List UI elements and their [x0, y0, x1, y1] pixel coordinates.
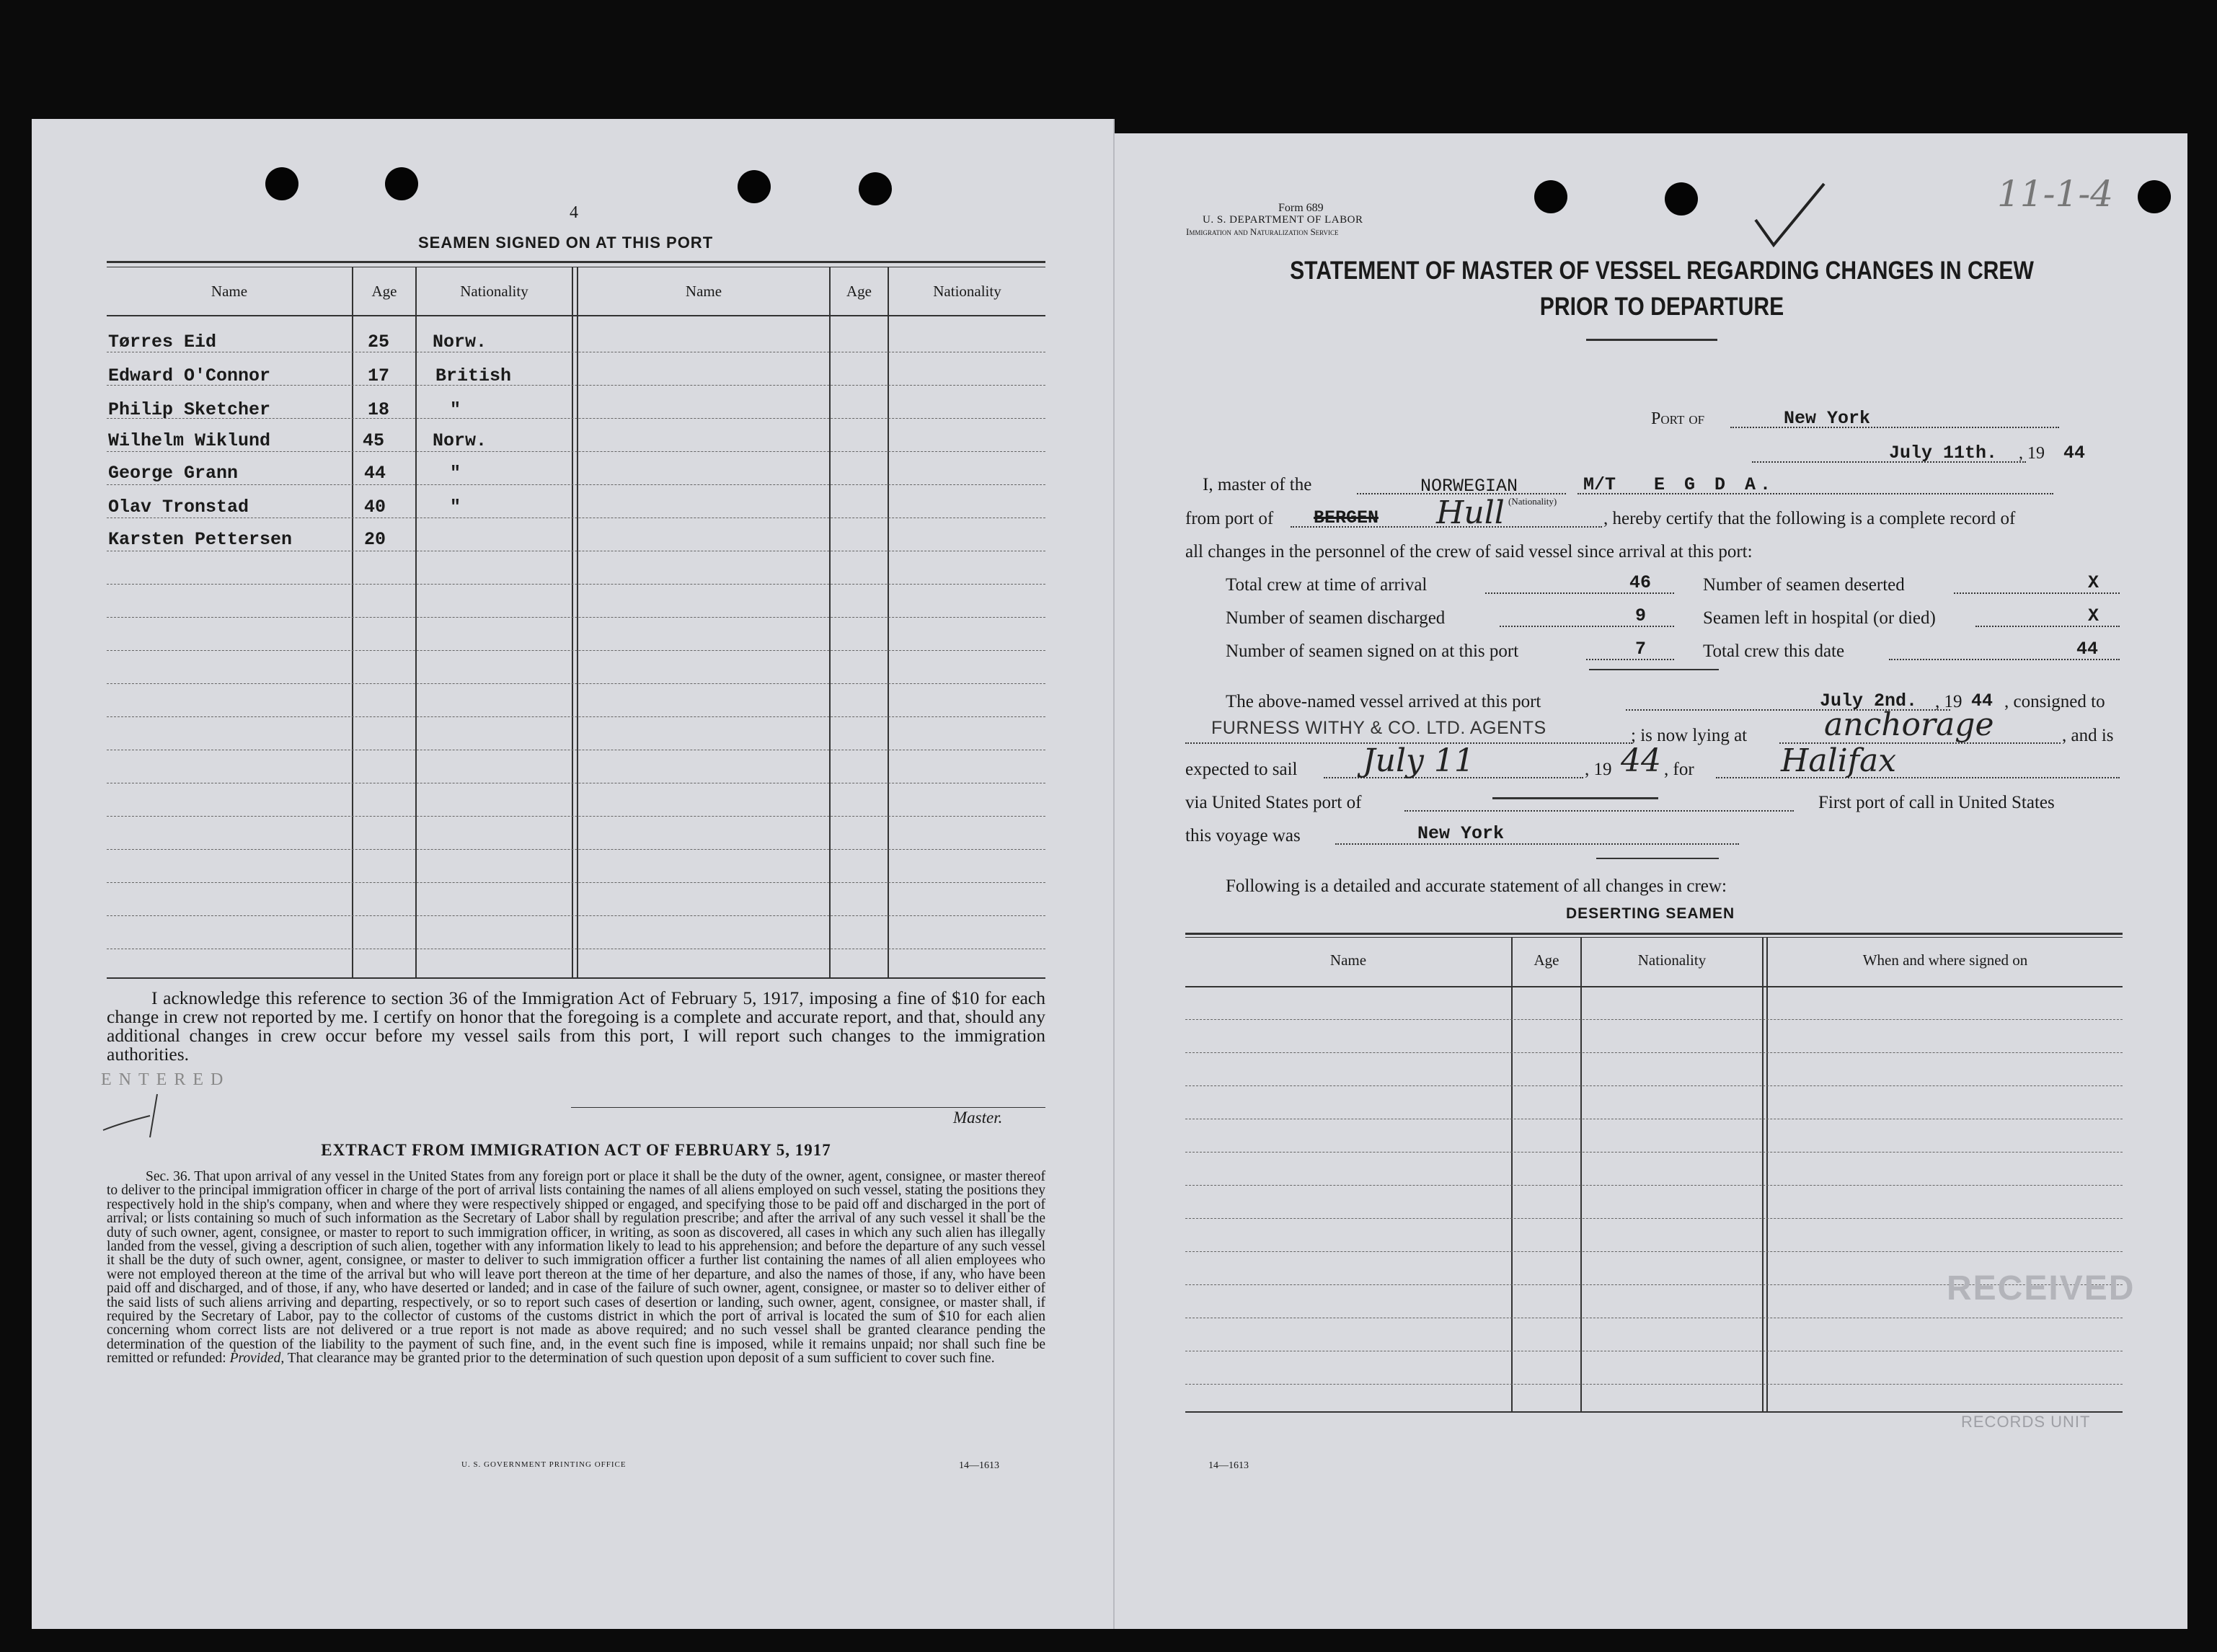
title-underline — [1586, 339, 1717, 341]
col-divider — [1511, 937, 1513, 1413]
sail-year: 44 — [1621, 742, 1661, 779]
seaman-age: 44 — [364, 463, 386, 484]
row-rule — [107, 484, 1045, 485]
row-rule — [107, 451, 1045, 452]
seaman-nationality: British — [435, 365, 512, 386]
row-rule — [1185, 1218, 2123, 1219]
col-divider — [1766, 937, 1768, 1413]
hospital-value: X — [2088, 605, 2099, 626]
col-divider — [888, 267, 889, 979]
seaman-age: 40 — [364, 497, 386, 518]
deserted-value: X — [2088, 572, 2099, 593]
sail-date-handwritten: July 11 — [1363, 742, 1474, 779]
col-header-nationality-2: Nationality — [933, 283, 1001, 300]
leader-dots — [1500, 626, 1674, 627]
destination-line — [1716, 777, 2120, 778]
row-rule — [107, 683, 1045, 684]
vessel-name: E G D A. — [1654, 474, 1776, 495]
col-header-name-2: Name — [685, 283, 722, 300]
date-year: 44 — [2063, 443, 2086, 463]
form-title-line2: PRIOR TO DEPARTURE — [1539, 293, 1784, 321]
expected-text: expected to sail — [1185, 760, 1298, 779]
voyage-text: this voyage was — [1185, 826, 1301, 845]
seaman-age: 25 — [368, 332, 390, 352]
certify-text: , hereby certify that the following is a complete record of — [1603, 509, 2016, 528]
nationality-caption: (Nationality) — [1508, 496, 1557, 507]
row-rule — [1185, 1052, 2123, 1053]
extract-body: Sec. 36. That upon arrival of any vessel in the United States from any foreign port or place it shall be the duty of the owner, agent, consignee, or master thereof to deliver to the principal immigration officer in charge of the port of arrival lists containing the names of all aliens employed on such vessel, stating the positions they respectively hold in the ship's company, when and where they were respectively shipped or engaged, and specifying those to be paid off and discharged in the port of arrival; or lists containing so much of such information as the Secretary of Labor shall by regulation prescribe; and after the arrival of any such vessel it shall be the duty of such owner, agent, consignee, or master to report to such immigration officer, in writing, as soon as discovered, all cases in which any such alien has illegally landed from the vessel, giving a description of such alien, together with any information likely to lead to his apprehension; and before the departure of any such vessel it shall be the duty of such owner, agent, consignee, or master to deliver to such immigration officer a further list containing the names of all alien employees who were not employed thereon at the time of the arrival but who will leave port thereon at the time of her departure, and also the names of those, if any, who have been paid off and discharged, and of those, if any, who have deserted or landed; and in case of the failure of such owner, agent, consignee, or master so to deliver either of the said lists of such aliens arriving and departing, respectively, or so to report such cases of desertion or landing, such owner, agent, consignee, or master shall, if required by the Secretary of Labor, pay to the collector of customs of the customs district in which the port of arrival is located the sum of $10 for each alien concerning whom correct lists are not delivered or a true report is not made as above required; and no such vessel shall be granted clearance pending the determination of the question of the liability to the payment of such fine, and, in the event such fine is imposed, while it remains unpaid; nor shall such fine be remitted or refunded: — [107, 1169, 1045, 1367]
signature-line — [571, 1107, 1045, 1108]
seaman-nationality: " — [450, 463, 461, 484]
seaman-nationality: Norw. — [433, 430, 487, 451]
discharged-value: 9 — [1635, 605, 1647, 626]
lying-text: ; is now lying at — [1631, 726, 1748, 745]
deserting-header-rule — [1185, 986, 2123, 987]
faint-stamp: ENTERED — [101, 1070, 231, 1089]
acknowledgement-text: I acknowledge this reference to section 36 of the Immigration Act of February 5, 1917, imposing a fine of $10 for each change in crew not reported by me. I certify on honor that the foregoing is a complete and accurate report, and that, should any additional changes in crew occur before my vessel sails from this port, I will report such changes to the immigration authorities. — [107, 987, 1045, 1065]
signed-on-label: Number of seamen signed on at this port — [1226, 641, 1519, 661]
col-divider — [415, 267, 417, 979]
col-header-age-2: Age — [846, 283, 872, 300]
seaman-name: George Grann — [108, 463, 239, 484]
master-of-label: I, master of the — [1203, 475, 1312, 494]
deserting-col-signed-on: When and where signed on — [1862, 951, 2028, 969]
seaman-name: Olav Tronstad — [108, 497, 249, 518]
deserting-top-rule — [1185, 933, 2123, 935]
col-divider — [1580, 937, 1582, 1413]
table-top-rule — [107, 261, 1045, 263]
date-value: July 11th. — [1889, 443, 1998, 463]
total-crew-arrival-label: Total crew at time of arrival — [1226, 575, 1428, 595]
col-divider — [352, 267, 353, 979]
following-text: Following is a detailed and accurate statement of all changes in crew: — [1226, 876, 1727, 896]
sail-year-prefix: , 19 — [1585, 760, 1612, 779]
check-mark — [1752, 180, 1831, 252]
vessel-type: M/T — [1583, 474, 1616, 495]
punch-hole — [1534, 180, 1567, 213]
voyage-value: New York — [1417, 823, 1505, 844]
punch-hole — [1665, 182, 1698, 216]
printing-office: U. S. GOVERNMENT PRINTING OFFICE — [461, 1460, 627, 1469]
col-header-name: Name — [211, 283, 248, 300]
deserting-col-nationality: Nationality — [1637, 951, 1707, 969]
master-label: Master. — [953, 1109, 1003, 1127]
col-header-age: Age — [371, 283, 397, 300]
port-of-label: Port of — [1651, 409, 1705, 428]
row-rule — [1185, 1019, 2123, 1020]
seaman-nationality: " — [450, 497, 461, 518]
seaman-name: Tørres Eid — [108, 332, 217, 352]
col-divider — [1762, 937, 1764, 1413]
discharged-label: Number of seamen discharged — [1226, 608, 1446, 628]
hospital-label: Seamen left in hospital (or died) — [1703, 608, 1936, 628]
row-rule — [107, 816, 1045, 817]
first-port-text: First port of call in United States — [1818, 793, 2055, 812]
via-text: via United States port of — [1185, 793, 1362, 812]
all-changes-text: all changes in the personnel of the crew of said vessel since arrival at this port: — [1185, 542, 1753, 561]
page-number: 4 — [570, 203, 578, 222]
row-rule — [1185, 1085, 2123, 1086]
date-prefix: , 19 — [2019, 444, 2045, 463]
row-rule — [107, 650, 1045, 651]
row-rule — [1185, 1251, 2123, 1252]
seaman-name: Philip Sketcher — [108, 399, 271, 420]
signed-on-value: 7 — [1635, 639, 1647, 660]
and-is-text: , and is — [2062, 726, 2114, 745]
seaman-nationality: " — [450, 399, 461, 420]
lying-handwritten: anchorage — [1824, 706, 1994, 743]
extract-text — [107, 1170, 1045, 1366]
from-port-struck: BERGEN — [1314, 507, 1379, 528]
seaman-age: 20 — [364, 529, 386, 550]
seaman-name: Wilhelm Wiklund — [108, 430, 271, 451]
col-header-nationality: Nationality — [460, 283, 528, 300]
via-line — [1404, 810, 1794, 812]
total-crew-date-value: 44 — [2076, 639, 2099, 660]
from-port-handwritten: Hull — [1436, 494, 1505, 531]
extract-proviso-label: Provided, — [229, 1351, 285, 1367]
port-of-value: New York — [1784, 408, 1871, 429]
signature-scribble — [99, 1087, 186, 1145]
row-rule — [1185, 1152, 2123, 1153]
table-header-rule — [107, 315, 1045, 316]
page-gutter — [1113, 119, 1115, 1629]
deserting-top-rule-2 — [1185, 937, 2123, 938]
deserting-title: DESERTING SEAMEN — [1566, 905, 1735, 922]
from-port-label: from port of — [1185, 509, 1274, 528]
seaman-name: Edward O'Connor — [108, 365, 271, 386]
row-rule — [107, 617, 1045, 618]
table-bottom-rule — [107, 977, 1045, 979]
vessel-line — [1577, 493, 2053, 494]
right-form-code: 14—1613 — [1208, 1460, 1249, 1471]
extract-proviso-text: That clearance may be granted prior to the determination of such question upon deposit of a sum sufficient to cover such fine. — [287, 1351, 995, 1367]
col-divider — [577, 267, 578, 979]
form-title-line1: STATEMENT OF MASTER OF VESSEL REGARDING CHANGES IN CREW — [1290, 257, 2034, 285]
punch-hole — [738, 170, 771, 203]
nationality-value: NORWEGIAN — [1420, 476, 1518, 497]
arrived-date: July 2nd. — [1820, 690, 1918, 711]
section-title: SEAMEN SIGNED ON AT THIS PORT — [418, 234, 714, 252]
arrived-year: 44 — [1971, 690, 1993, 711]
seaman-age: 45 — [363, 430, 385, 451]
total-crew-date-label: Total crew this date — [1703, 641, 1845, 661]
service: Immigration and Naturalization Service — [1186, 226, 1339, 237]
seaman-name: Karsten Pettersen — [108, 529, 293, 550]
department: U. S. DEPARTMENT OF LABOR — [1203, 214, 1363, 226]
pen-stroke — [1596, 858, 1719, 859]
form-number: Form 689 — [1278, 202, 1324, 214]
received-stamp: RECEIVED — [1947, 1269, 2136, 1307]
punch-hole — [859, 172, 892, 205]
for-text: , for — [1664, 760, 1694, 779]
deserting-col-age: Age — [1534, 951, 1559, 969]
seaman-age: 18 — [368, 399, 390, 420]
row-rule — [107, 716, 1045, 717]
row-rule — [1185, 1384, 2123, 1385]
row-rule — [107, 882, 1045, 883]
total-crew-arrival-value: 46 — [1629, 572, 1652, 593]
consigned-text: , consigned to — [2004, 692, 2105, 711]
records-unit-stamp: RECORDS UNIT — [1961, 1413, 2091, 1431]
seaman-age: 17 — [368, 365, 390, 386]
deserting-col-name: Name — [1329, 951, 1367, 969]
punch-hole — [265, 167, 298, 200]
punch-hole — [2138, 180, 2171, 213]
port-of-line — [1730, 427, 2059, 428]
voyage-line — [1335, 843, 1739, 845]
row-rule — [107, 849, 1045, 850]
pen-stroke — [1492, 797, 1658, 799]
deserted-label: Number of seamen deserted — [1703, 575, 1905, 595]
punch-hole — [385, 167, 418, 200]
col-divider — [829, 267, 831, 979]
extract-title: EXTRACT FROM IMMIGRATION ACT OF FEBRUARY 5, 1917 — [321, 1141, 831, 1159]
row-rule — [107, 915, 1045, 916]
arrived-year-prefix: , 19 — [1935, 692, 1962, 711]
col-divider — [572, 267, 573, 979]
arrived-text: The above-named vessel arrived at this port — [1226, 692, 1541, 711]
consignee-stamp: FURNESS WITHY & CO. LTD. AGENTS — [1211, 718, 1546, 738]
seaman-nationality: Norw. — [433, 332, 487, 352]
leader-dots — [1586, 659, 1674, 660]
destination-handwritten: Halifax — [1781, 742, 1897, 779]
row-rule — [107, 584, 1045, 585]
corner-mark: 11-1-4 — [1997, 173, 2114, 215]
left-form-code: 14—1613 — [959, 1460, 999, 1471]
row-rule — [1185, 1185, 2123, 1186]
sum-line — [1589, 669, 1719, 670]
